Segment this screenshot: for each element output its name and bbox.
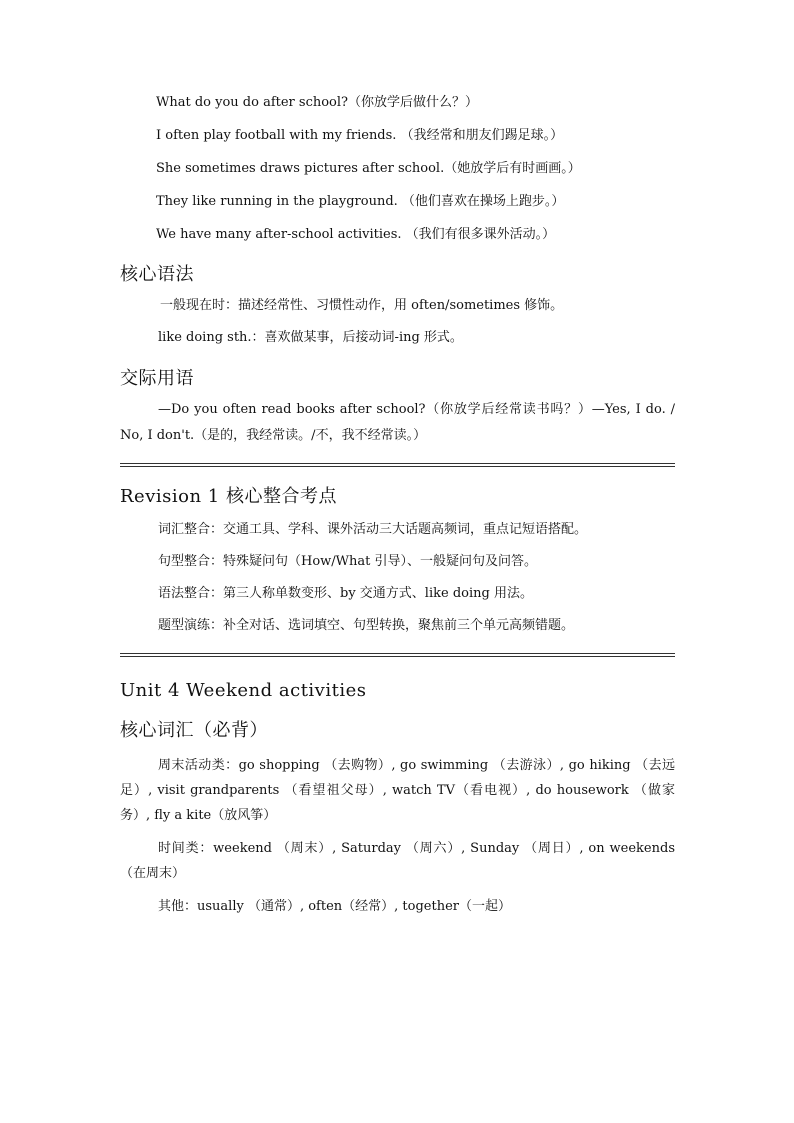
revision-item-1: 词汇整合：交通工具、学科、课外活动三大话题高频词，重点记短语搭配。 <box>158 522 588 537</box>
revision-item-2: 句型整合：特殊疑问句（How/What 引导）、一般疑问句及问答。 <box>158 554 538 569</box>
grammar-item-1: 一般现在时：描述经常性、习惯性动作，用 often/sometimes 修饰。 <box>160 298 564 313</box>
communication-heading: 交际用语 <box>120 368 194 389</box>
vocab-other: 其他：usually （通常）, often（经常）, together（一起） <box>158 899 511 914</box>
sentence-4: They like running in the playground. （他们喜欢在操场上跑步。） <box>156 194 565 209</box>
vocab-heading: 核心词汇（必背） <box>120 720 268 741</box>
grammar-item-2: like doing sth.：喜欢做某事，后接动词-ing 形式。 <box>158 330 463 345</box>
sentence-5: We have many after-school activities. （我们有很多课外活动。） <box>156 227 556 242</box>
vocab-activities: 周末活动类：go shopping （去购物）, go swimming （去游泳）, go hiking （去远足）, visit grandparents （看望祖父母）, watch TV（看电视）, do housework （做家务）, fly a kite（放风筝） <box>120 758 675 823</box>
vocab-time: 时间类：weekend （周末）, Saturday （周六）, Sunday （周日）, on weekends（在周末） <box>120 841 675 881</box>
sentence-3: She sometimes draws pictures after school.（她放学后有时画画。） <box>156 161 581 176</box>
unit-heading: Unit 4 Weekend activities <box>120 680 367 701</box>
grammar-heading: 核心语法 <box>120 264 194 285</box>
revision-heading: Revision 1 核心整合考点 <box>120 486 337 507</box>
communication-text: —Do you often read books after school?（你放学后经常读书吗？）—Yes, I do. / No, I don't.（是的，我经常读。/不，我不经常读。） <box>120 402 675 443</box>
sentence-1: What do you do after school?（你放学后做什么？） <box>156 95 479 110</box>
example-sentences <box>120 94 675 243</box>
revision-item-3: 语法整合：第三人称单数变形、by 交通方式、like doing 用法。 <box>158 586 533 601</box>
sentence-2: I often play football with my friends. （我经常和朋友们踢足球。） <box>156 128 564 143</box>
document-page <box>120 94 675 919</box>
revision-item-4: 题型演练：补全对话、选词填空、句型转换，聚焦前三个单元高频错题。 <box>158 618 575 633</box>
